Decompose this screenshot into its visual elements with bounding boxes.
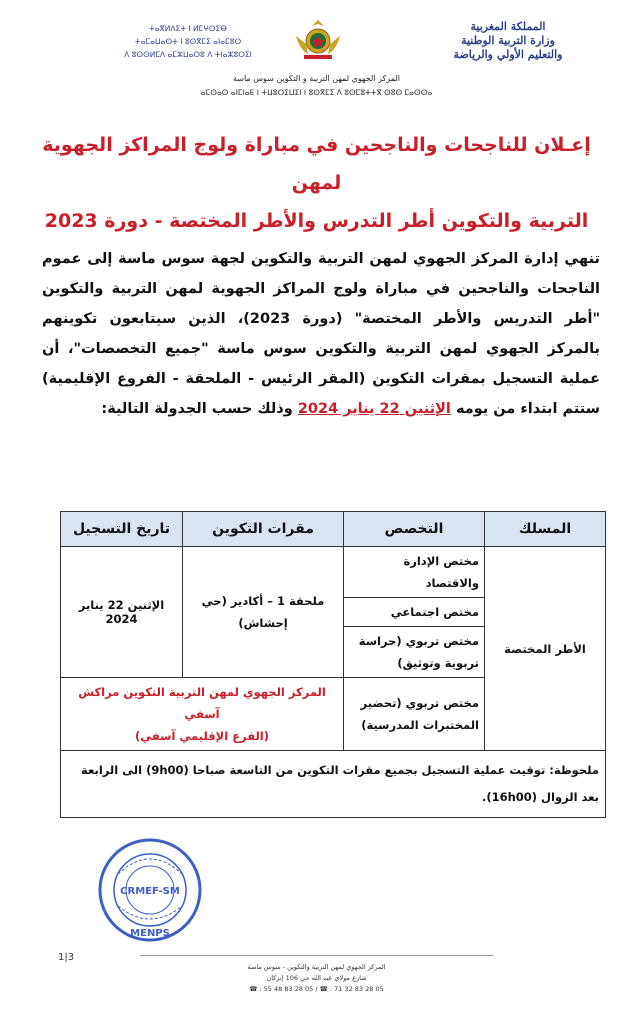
body-text-end: وذلك حسب الجدولة التالية: — [101, 401, 293, 417]
header-specialty: التخصص — [344, 512, 485, 547]
specialty-cell: مختص تربوي (حراسة تربوية وتوثيق) — [344, 627, 485, 678]
regional-center-arabic: المركز الجهوي لمهن التربية و التكوين سوس ماسة — [232, 74, 400, 83]
ministry-name-tifinagh — [88, 22, 288, 61]
footer-line-1: المركز الجهوي لمهن التربية والتكوين - سوس ماسة — [247, 963, 386, 971]
tifinagh-line-1: ⵜⴰⴳⵍⴷⵉⵜ ⵏ ⵍⵎⵖⵔⵉⴱ — [149, 24, 227, 33]
date-cell: الإثنين 22 يناير 2024 — [61, 547, 183, 678]
stamp-text: CRMEF-SM — [120, 886, 180, 897]
ministry-line-1: المملكة المغربية — [470, 20, 546, 33]
stamp-bottom-text: MENPS — [130, 928, 170, 939]
header-date: تاريخ التسجيل — [61, 512, 183, 547]
ministry-line-2: وزارة التربية الوطنية — [461, 34, 555, 47]
other-site-line-1: المركز الجهوي لمهن التربية التكوين مراكش آسفي — [78, 685, 326, 721]
body-text: تنهي إدارة المركز الجهوي لمهن التربية والتكوين لجهة سوس ماسة إلى عموم الناجحات والناجحين في مباراة ولوج المراكز الجهوية لمهن التربية والتكوين "أطر التدريس والأطر المختصة" (دورة 2023)، الذين سيتابعون تكوينهم بالمركز الجهوي لمهن التربية والتكوين سوس ماسة "جميع التخصصات"، أن عملية التسجيل بمقرات التكوين (المقر الرئيس - الملحقة - الفروع الإقليمية) ستتم ابتداء من يومه — [42, 251, 600, 417]
registration-schedule-table — [60, 511, 606, 818]
tifinagh-line-3: ⴷ ⵓⵙⵙⵍⵎⴷ ⴰⵎⵣⵡⴰⵔⵓ ⴷ ⵜⵏⴰⵣⵓⵔⵉⵏ — [124, 50, 252, 59]
table-note-row — [61, 751, 606, 818]
ministry-line-3: والتعليم الأولي والرياضة — [453, 48, 563, 61]
other-site-cell — [61, 678, 344, 751]
header-site: مقرات التكوين — [183, 512, 344, 547]
footer-contact — [150, 962, 483, 995]
specialty-cell: مختص الإدارة والاقتصاد — [344, 547, 485, 598]
title-line-2: التربية والتكوين أطر التدرس والأطر المختصة - دورة 2023 — [44, 210, 589, 232]
footer-line-2: شارع مولاي عبد الله حي 106 إنزكان — [266, 974, 367, 982]
table-row — [61, 547, 606, 598]
header-track: المسلك — [485, 512, 606, 547]
official-stamp-icon — [96, 836, 204, 944]
site-cell: ملحقة 1 – أكادير (حي إحشاش) — [183, 547, 344, 678]
specialty-cell: مختص تربوي (تحضير المختبرات المدرسية) — [344, 678, 485, 751]
moroccan-emblem-icon — [290, 16, 346, 62]
registration-time-note: ملحوظة: توقيت عملية التسجيل بجميع مقرات التكوين من التاسعة صباحا (9h00) الى الرابعة بعد الزوال (16h00). — [61, 751, 606, 818]
registration-date-highlight: الإثنين 22 يناير 2024 — [297, 401, 451, 417]
other-site-line-2: (الفرع الإقليمي آسفي) — [135, 729, 269, 743]
track-cell: الأطر المختصة — [485, 547, 606, 751]
footer-divider — [140, 955, 493, 956]
ministry-name-arabic — [423, 20, 593, 62]
specialty-cell: مختص اجتماعي — [344, 598, 485, 627]
footer-line-3: 05 28 83 32 71 : ☎ / 05 28 83 48 55 : ☎ — [249, 985, 384, 993]
announcement-body — [42, 244, 600, 424]
table-header-row — [61, 512, 606, 547]
page-number: 1|3 — [58, 952, 75, 963]
regional-center-tifinagh: ⴰⵎⵙⴰⵙ ⴰⵏⵎⵏⴰⴹ ⵏ ⵜⵡⵓⵔⵉⵡⵉⵏ ⵏ ⵓⵙⴳⵎⵉ ⴷ ⵓⵙⵎⵓⵜⵜⴳ ⵙⵓⵙ ⵎⴰⵙⵙⴰ — [200, 88, 433, 97]
announcement-title — [30, 126, 603, 240]
tifinagh-line-2: ⵜⴰⵎⴰⵡⴰⵙⵜ ⵏ ⵓⵙⴳⵎⵉ ⴰⵏⴰⵎⵓⵔ — [134, 37, 242, 46]
title-line-1: إعـلان للناجحات والناجحين في مباراة ولوج المراكز الجهوية لمهن — [42, 134, 591, 194]
